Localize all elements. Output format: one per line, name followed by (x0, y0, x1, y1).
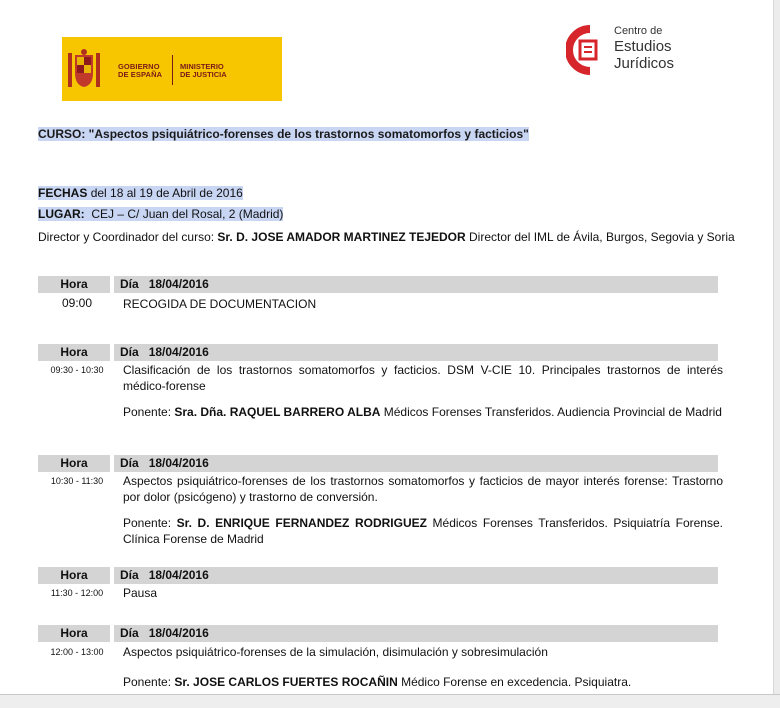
ministerio-text (180, 63, 227, 79)
dia-label: Día (120, 626, 139, 640)
hora-header: Hora (38, 344, 110, 361)
session-time: 11:30 - 12:00 (50, 588, 104, 598)
session-date: 18/04/2016 (148, 345, 209, 359)
session-header (38, 567, 718, 584)
session-description: Aspectos psiquiátrico-forenses de los trastornos somatomorfos y facticios de mayor interés forense: Trastorno por dolor (psicógeno) y trastorno de conversión. (123, 474, 723, 504)
dia-header (114, 567, 718, 584)
gobierno-text (118, 63, 162, 79)
course-title (38, 127, 529, 141)
viewer-gutter (774, 0, 780, 707)
director-suffix: Director del IML de Ávila, Burgos, Segovia y Soria (465, 230, 735, 244)
session-ponente (123, 404, 723, 420)
session-time: 10:30 - 11:30 (50, 476, 104, 486)
session-description: RECOGIDA DE DOCUMENTACION (123, 297, 317, 311)
dia-label: Día (120, 345, 139, 359)
ponente-name: Sr. D. ENRIQUE FERNANDEZ RODRIGUEZ (176, 516, 427, 530)
session-header (38, 276, 718, 293)
session-date: 18/04/2016 (148, 626, 209, 640)
ponente-prefix: Ponente: (123, 675, 175, 689)
page-bottom-edge (0, 694, 780, 708)
director-line (38, 229, 738, 246)
director-prefix: Director y Coordinador del curso: (38, 230, 218, 244)
fechas-label: FECHAS (38, 186, 88, 200)
session-date: 18/04/2016 (148, 568, 209, 582)
dia-label: Día (120, 568, 139, 582)
session-header (38, 455, 718, 472)
ponente-name: Sra. Dña. RAQUEL BARRERO ALBA (174, 405, 381, 419)
ponente-suffix: Médico Forense en excedencia. Psiquiatra. (397, 675, 632, 689)
coat-of-arms-icon (66, 49, 102, 91)
ponente-prefix: Ponente: (123, 516, 177, 530)
ponente-suffix: Médicos Forenses Transferidos. Audiencia Provincial de Madrid (380, 405, 722, 419)
course-title-text: CURSO: "Aspectos psiquiátrico-forenses de los trastornos somatomorfos y facticios" (38, 127, 529, 141)
cej-logo (566, 25, 686, 77)
session-description: Aspectos psiquiátrico-forenses de la simulación, disimulación y sobresimulación (123, 645, 548, 659)
ponente-name: Sr. JOSE CARLOS FUERTES ROCAÑIN (174, 675, 398, 689)
dia-header (114, 344, 718, 361)
lugar-label: LUGAR: (38, 207, 85, 221)
ponente-suffix: Médicos Forenses Transferidos. Psiquiatría Forense. Clínica Forense de Madrid (123, 516, 723, 546)
hora-header: Hora (38, 567, 110, 584)
min-line-2: DE JUSTICIA (180, 70, 227, 79)
hora-header: Hora (38, 625, 110, 642)
session-date: 18/04/2016 (148, 277, 209, 291)
hora-header: Hora (38, 276, 110, 293)
fechas-line (38, 186, 243, 200)
session-date: 18/04/2016 (148, 456, 209, 470)
gobierno-logo (62, 37, 282, 101)
cej-line-2: Estudios (614, 38, 672, 55)
cej-line-3: Jurídicos (614, 55, 675, 72)
cej-line-1: Centro de (614, 25, 663, 37)
session-description: Pausa (123, 586, 158, 600)
fechas-value: del 18 al 19 de Abril de 2016 (90, 186, 243, 200)
hora-header: Hora (38, 455, 110, 472)
gov-line-1: GOBIERNO (118, 62, 160, 71)
ponente-prefix: Ponente: (123, 405, 175, 419)
dia-header (114, 276, 718, 293)
session-ponente (123, 515, 723, 547)
session-ponente (123, 674, 723, 690)
dia-header (114, 625, 718, 642)
session-header (38, 344, 718, 361)
session-time: 09:30 - 10:30 (50, 365, 104, 375)
session-time: 12:00 - 13:00 (50, 647, 104, 657)
dia-header (114, 455, 718, 472)
cej-mark-icon (566, 25, 610, 75)
min-line-1: MINISTERIO (180, 62, 224, 71)
lugar-line (38, 207, 283, 221)
session-header (38, 625, 718, 642)
session-time: 09:00 (61, 296, 93, 310)
lugar-value: CEJ – C/ Juan del Rosal, 2 (Madrid) (91, 207, 284, 221)
session-description: Clasificación de los trastornos somatomorfos y facticios. DSM V-CIE 10. Principales trastornos de interés médico-forense (123, 363, 723, 393)
dia-label: Día (120, 456, 139, 470)
gov-line-2: DE ESPAÑA (118, 70, 163, 79)
director-name: Sr. D. JOSE AMADOR MARTINEZ TEJEDOR (217, 230, 466, 244)
dia-label: Día (120, 277, 139, 291)
cej-text (614, 25, 674, 72)
logo-divider (172, 55, 173, 85)
